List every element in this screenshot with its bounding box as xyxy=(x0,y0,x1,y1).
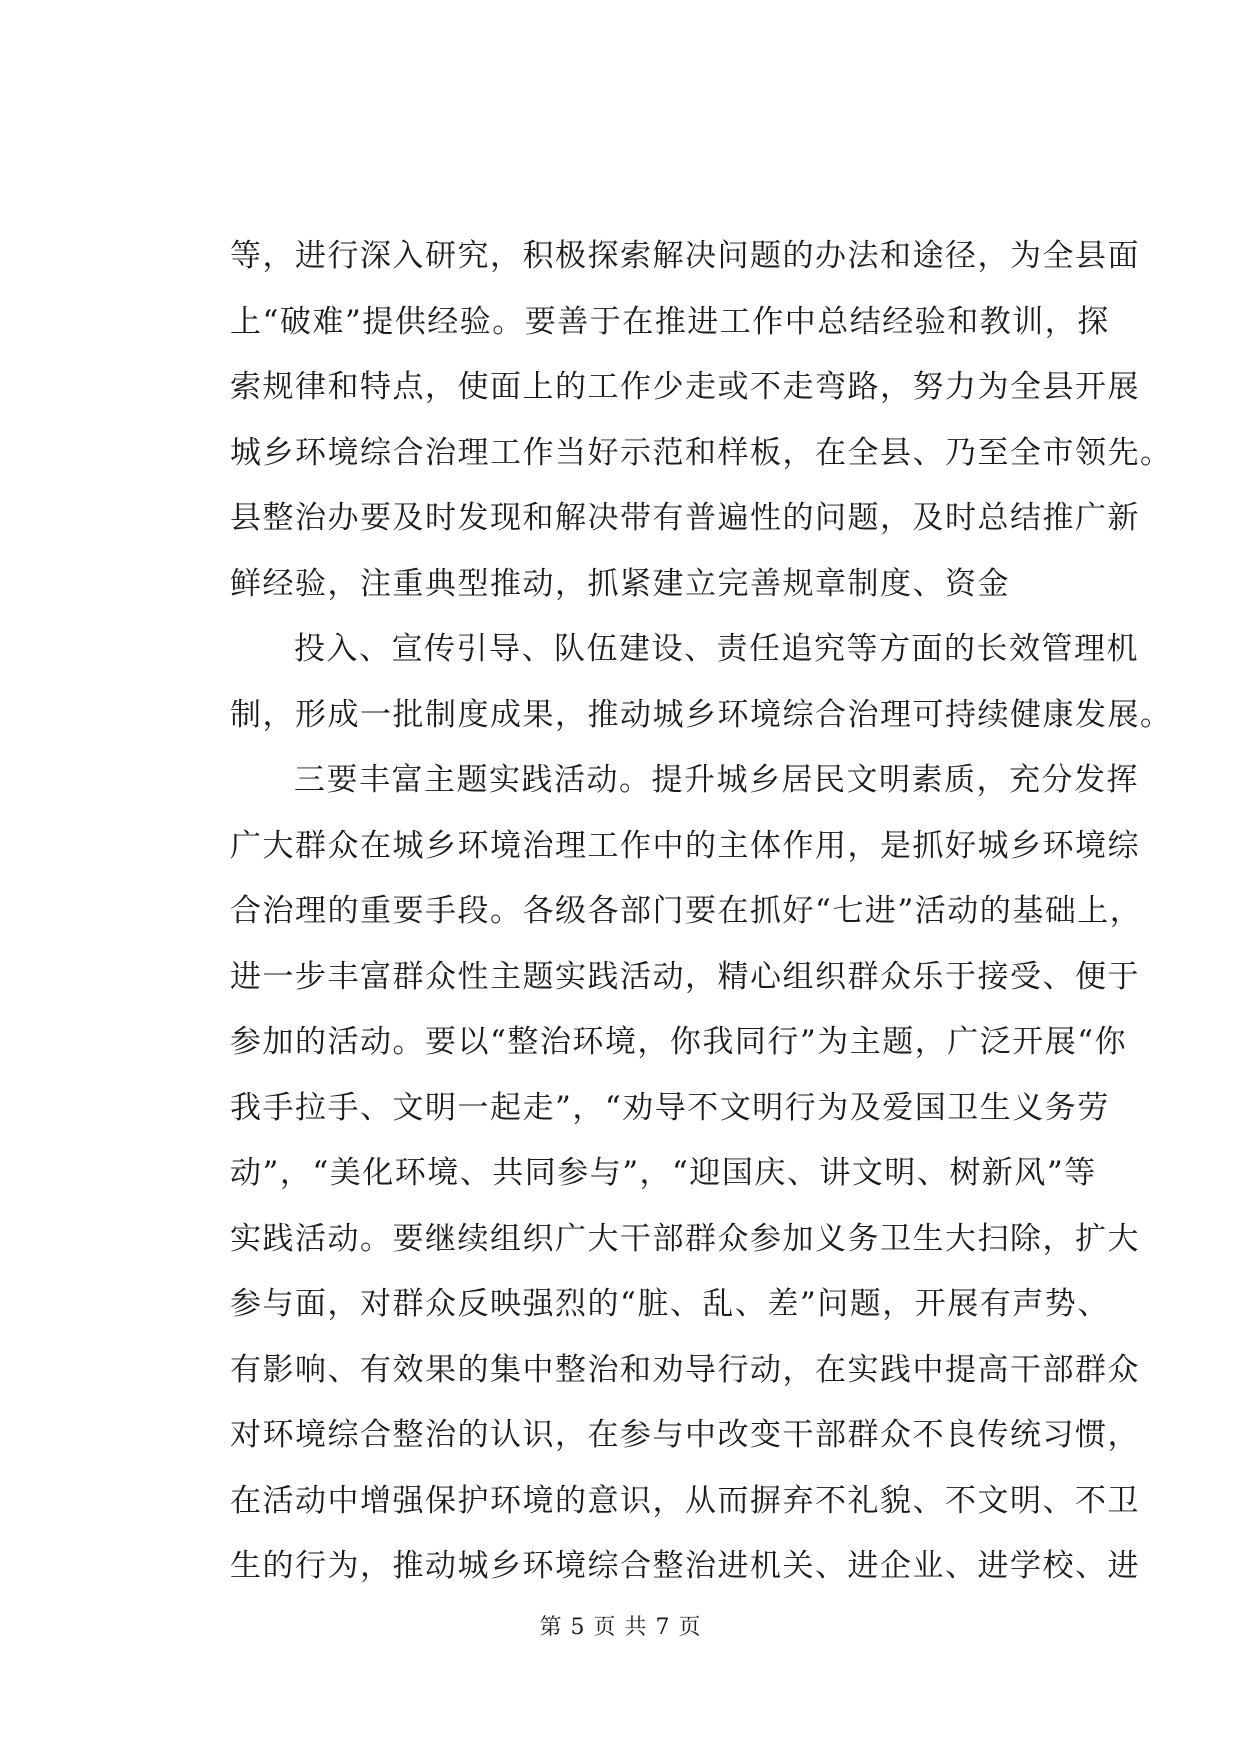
page-number-footer: 第 5 页 共 7 页 xyxy=(539,1615,702,1640)
text-line: 生的行为，推动城乡环境综合整治进机关、进企业、进学校、进 xyxy=(230,1548,1140,1584)
text-line: 我手拉手、文明一起走”，“劝导不文明行为及爱国卫生义务劳 xyxy=(230,1089,1110,1126)
document-body xyxy=(230,224,1173,1600)
text-line: 鲜经验，注重典型推动，抓紧建立完善规章制度、资金 xyxy=(230,565,1010,602)
text-line: 在活动中增强保护环境的意识，从而摒弃不礼貌、不文明、不卫 xyxy=(230,1482,1140,1519)
text-line: 实践活动。要继续组织广大干部群众参加义务卫生大扫除，扩大 xyxy=(230,1220,1140,1257)
text-line: 对环境综合整治的认识，在参与中改变干部群众不良传统习惯， xyxy=(230,1417,1140,1453)
text-line: 参加的活动。要以“整治环境，你我同行”为主题，广泛开展“你 xyxy=(230,1024,1128,1060)
text-line: 上“破难”提供经验。要善于在推进工作中总结经验和教训，探 xyxy=(230,303,1110,340)
text-line: 广大群众在城乡环境治理工作中的主体作用，是抓好城乡环境综 xyxy=(230,827,1140,864)
text-line: 进一步丰富群众性主题实践活动，精心组织群众乐于接受、便于 xyxy=(230,958,1140,995)
text-line: 参与面，对群众反映强烈的“脏、乱、差”问题，开展有声势、 xyxy=(230,1286,1110,1322)
text-line: 索规律和特点，使面上的工作少走或不走弯路，努力为全县开展 xyxy=(230,369,1140,405)
text-line: 合治理的重要手段。各级各部门要在抓好“七进”活动的基础上， xyxy=(230,893,1143,929)
text-line: 动”，“美化环境、共同参与”，“迎国庆、讲文明、树新风”等 xyxy=(230,1155,1097,1191)
paragraph-first-line: 三要丰富主题实践活动。提升城乡居民文明素质，充分发挥 xyxy=(294,762,1139,798)
text-line: 县整治办要及时发现和解决带有普遍性的问题，及时总结推广新 xyxy=(230,500,1140,536)
paragraph-first-line: 投入、宣传引导、队伍建设、责任追究等方面的长效管理机 xyxy=(294,631,1139,667)
text-line: 制，形成一批制度成果，推动城乡环境综合治理可持续健康发展。 xyxy=(230,696,1173,733)
text-line: 等，进行深入研究，积极探索解决问题的办法和途径，为全县面 xyxy=(230,238,1140,274)
text-line: 有影响、有效果的集中整治和劝导行动，在实践中提高干部群众 xyxy=(230,1351,1140,1388)
text-line: 城乡环境综合治理工作当好示范和样板，在全县、乃至全市领先。 xyxy=(230,434,1173,471)
